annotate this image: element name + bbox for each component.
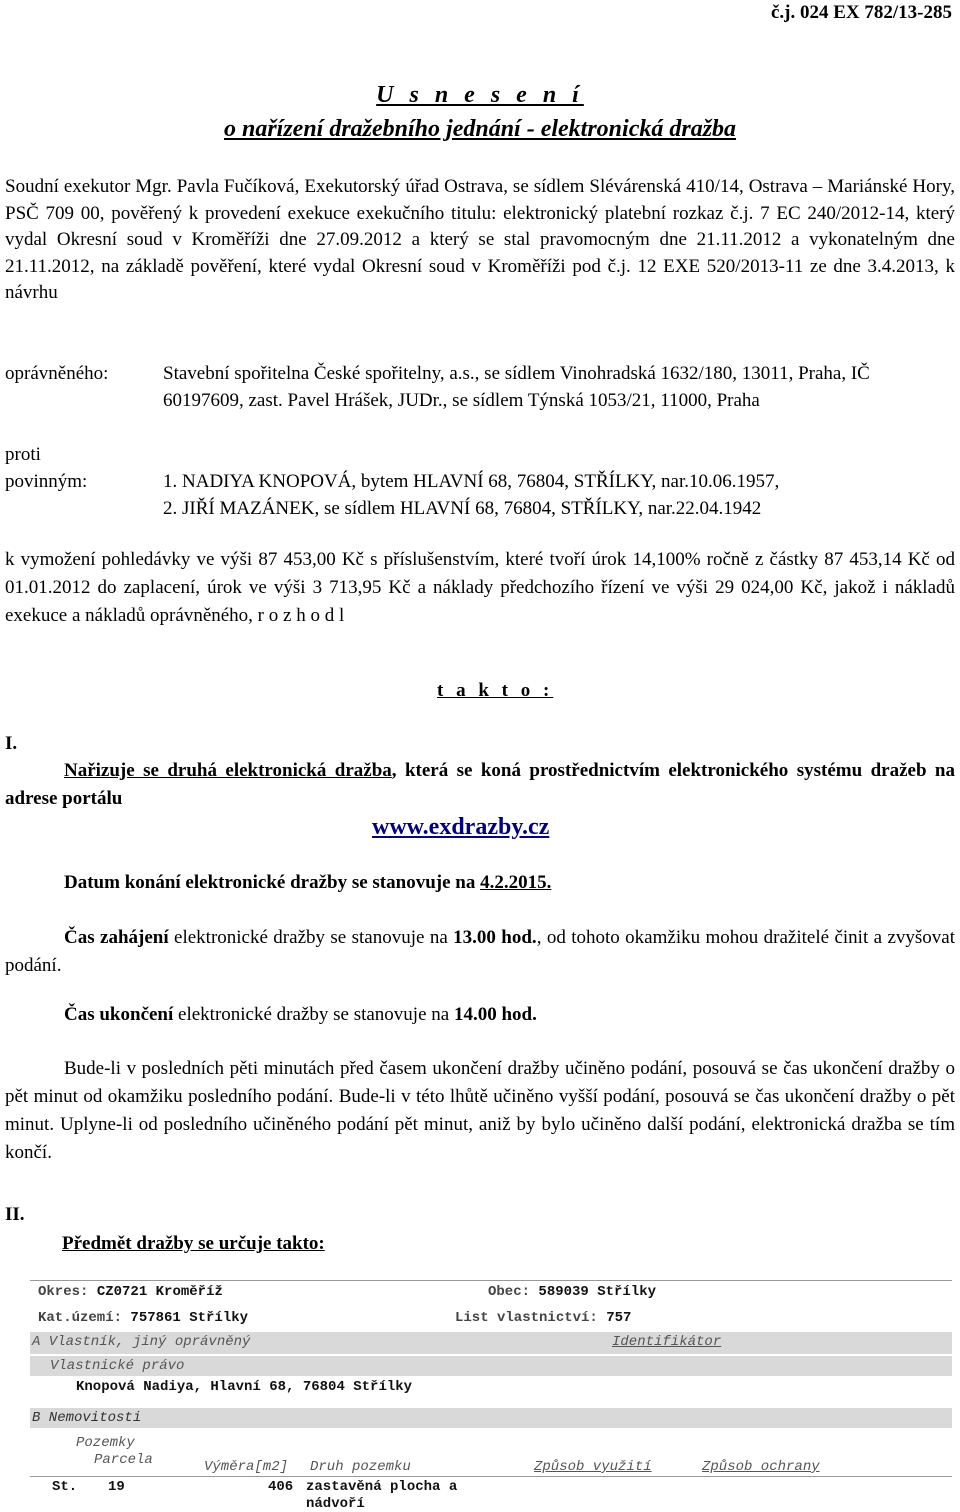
section-2-heading: Předmět dražby se určuje takto: bbox=[62, 1233, 325, 1254]
obec-label: Obec: bbox=[488, 1284, 531, 1300]
debtor-1: 1. NADIYA KNOPOVÁ, bytem HLAVNÍ 68, 76804, STŘÍLKY, nar.10.06.1957, bbox=[163, 471, 780, 492]
debtor-2: 2. JIŘÍ MAZÁNEK, se sídlem HLAVNÍ 68, 76804, STŘÍLKY, nar.22.04.1942 bbox=[163, 498, 762, 519]
debtor-label: povinným: bbox=[5, 471, 88, 492]
against-label: proti bbox=[5, 444, 41, 465]
takto-heading: t a k t o : bbox=[437, 680, 554, 701]
auction-order-rest: , která se koná prostřednictvím elektronického systému dražeb na adrese portálu bbox=[5, 760, 955, 809]
lv-value: 757 bbox=[606, 1310, 632, 1326]
extension-rule: Bude-li v posledních pěti minutách před časem ukončení dražby učiněno podání, posouvá se čas ukončení dražby o pět minut od okamžiku posledního podání. Bude-li v této lhůtě učiněno vyšší podání, posouvá se čas ukončení dražby o pět minut. Uplyne-li od posledního učiněného podání pět minut, aniž by bylo učiněno další podání, elektronická dražba se tím končí. bbox=[5, 1058, 955, 1163]
owner-value: Knopová Nadiya, Hlavní 68, 76804 Střílky bbox=[76, 1379, 413, 1395]
parcel-area: 406 bbox=[268, 1479, 294, 1495]
okres-value: CZ0721 Kroměříž bbox=[96, 1284, 223, 1300]
katuzemi-label: Kat.území: bbox=[38, 1310, 123, 1326]
col-protect: Způsob ochrany bbox=[702, 1459, 820, 1475]
end-time: 14.00 hod. bbox=[453, 1004, 537, 1025]
section-1-numeral: I. bbox=[5, 733, 18, 754]
portal-link[interactable]: www.exdrazby.cz bbox=[372, 814, 550, 840]
start-label: Čas zahájení bbox=[64, 927, 169, 948]
claim-paragraph: k vymožení pohledávky ve výši 87 453,00 Kč s příslušenstvím, které tvoří úrok 14,100% ročně z částky 87 453,14 Kč od 01.01.2012 do zaplacení, úrok ve výši 3 713,95 Kč a náklady předchozího řízení ve výši 29 024,00 Kč, jakož i nákladů exekuce a nákladů oprávněného, r o z h o d l bbox=[5, 549, 955, 626]
auction-date-label: Datum konání elektronické dražby se stanovuje na bbox=[64, 872, 481, 893]
parcel-type-1: zastavěná plocha a bbox=[306, 1479, 458, 1495]
section-2-numeral: II. bbox=[5, 1204, 25, 1225]
auction-date bbox=[64, 872, 551, 894]
parcel-no: 19 bbox=[108, 1479, 125, 1495]
start-mid: elektronické dražby se stanovuje na bbox=[168, 927, 454, 948]
creditor-label: oprávněného: bbox=[5, 363, 109, 384]
obec-value: 589039 Střílky bbox=[538, 1284, 657, 1300]
section-1-lead bbox=[5, 757, 955, 813]
auction-date-value: 4.2.2015. bbox=[480, 872, 552, 893]
katuzemi-value: 757861 Střílky bbox=[130, 1310, 249, 1326]
auction-order: Nařizuje se druhá elektronická dražba bbox=[64, 760, 392, 781]
document-title: U s n e s e n í bbox=[376, 82, 584, 108]
col-use: Způsob využití bbox=[534, 1459, 652, 1475]
document-subtitle: o nařízení dražebního jednání - elektronická dražba bbox=[223, 116, 737, 142]
end-label: Čas ukončení bbox=[64, 1004, 174, 1025]
cadastre-extract bbox=[0, 1280, 960, 1511]
okres-label: Okres: bbox=[38, 1284, 89, 1300]
start-rest: , od tohoto okamžiku mohou dražitelé činit a zvyšovat podání. bbox=[5, 927, 955, 976]
right-header: Vlastnické právo bbox=[50, 1358, 185, 1374]
lv-label: List vlastnictví: bbox=[455, 1310, 598, 1326]
owner-header: A Vlastník, jiný oprávněný bbox=[32, 1334, 251, 1350]
b-header: B Nemovitosti bbox=[32, 1410, 142, 1426]
parcel-type-2: nádvoří bbox=[306, 1496, 365, 1512]
case-reference: č.j. 024 EX 782/13-285 bbox=[770, 2, 952, 23]
parcel-st: St. bbox=[52, 1479, 78, 1495]
col-type: Druh pozemku bbox=[310, 1459, 411, 1475]
auction-start bbox=[5, 924, 955, 980]
pozemky-label: Pozemky bbox=[76, 1435, 135, 1451]
auction-end bbox=[64, 1004, 537, 1026]
start-time: 13.00 hod. bbox=[453, 927, 537, 948]
end-mid: elektronické dražby se stanovuje na bbox=[173, 1004, 454, 1025]
identifier-header: Identifikátor bbox=[612, 1334, 722, 1350]
col-area: Výměra[m2] bbox=[204, 1459, 289, 1475]
creditor-text: Stavební spořitelna České spořitelny, a.s., se sídlem Vinohradská 1632/180, 13011, Praha, IČ 60197609, zast. Pavel Hrášek, JUDr., se sídlem Týnská 1053/21, 11000, Praha bbox=[163, 363, 870, 411]
parcela-label: Parcela bbox=[94, 1452, 153, 1468]
intro-paragraph: Soudní exekutor Mgr. Pavla Fučíková, Exekutorský úřad Ostrava, se sídlem Slévárenská 410/14, Ostrava – Mariánské Hory, PSČ 709 00, pověřený k provedení exekuce exekučního titulu: elektronický platební rozkaz č.j. 7 EC 240/2012-14, který vydal Okresní soud v Kroměříži dne 27.09.2012 a který se stal pravomocným dne 21.11.2012 a vykonatelným dne 21.11.2012, na základě pověření, které vydal Okresní soud v Kroměříži pod č.j. 12 EXE 520/2013-11 ze dne 3.4.2013, k návrhu bbox=[5, 176, 955, 303]
